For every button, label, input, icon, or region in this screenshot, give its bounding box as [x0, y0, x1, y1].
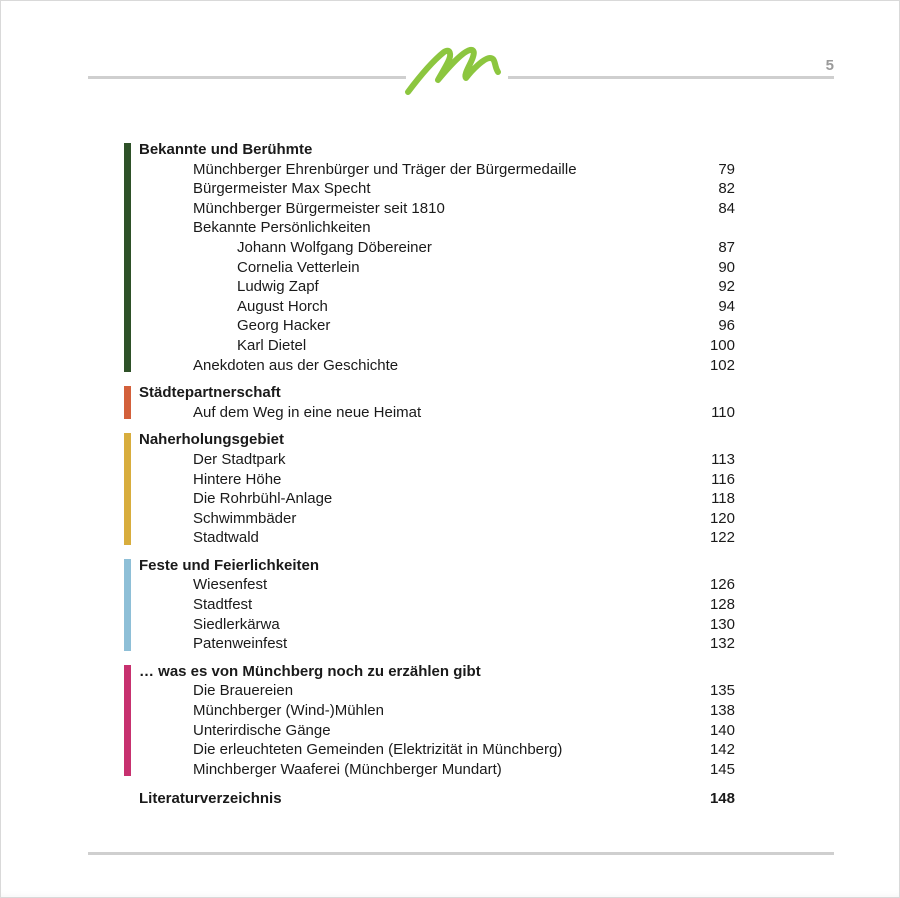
toc-entry[interactable] [139, 721, 744, 741]
section-color-bar [124, 665, 131, 777]
toc-entry[interactable] [139, 634, 744, 654]
toc-entry[interactable] [139, 336, 744, 356]
toc-entry[interactable] [139, 238, 744, 258]
entry-page: 100 [709, 336, 735, 354]
toc-entry[interactable] [139, 179, 744, 199]
entry-page: 130 [709, 615, 735, 633]
section-title: Feste und Feierlichkeiten [139, 556, 320, 574]
entry-page: 79 [718, 160, 735, 178]
entry-page: 122 [709, 529, 735, 547]
toc-entry[interactable] [139, 701, 744, 721]
toc-entry[interactable] [139, 760, 744, 780]
toc-entry[interactable] [139, 575, 744, 595]
toc-section [124, 383, 744, 422]
toc-entry[interactable] [139, 740, 744, 760]
entry-page: 90 [718, 258, 735, 276]
section-title: Naherholungsgebiet [139, 431, 285, 449]
entry-label: Cornelia Vetterlein [237, 258, 360, 276]
entry-label: Münchberger (Wind-)Mühlen [193, 702, 384, 720]
entry-page: 92 [718, 278, 735, 296]
toc-entry[interactable] [139, 681, 744, 701]
entry-page: 102 [709, 356, 735, 374]
page-number: 5 [825, 57, 834, 74]
toc-entry[interactable] [139, 450, 744, 470]
entry-page: 118 [711, 490, 735, 508]
section-title: Städtepartnerschaft [139, 384, 281, 402]
toc-entry[interactable] [139, 509, 744, 529]
entry-label: Anekdoten aus der Geschichte [193, 356, 399, 374]
entry-page: 135 [709, 682, 735, 700]
toc-entry[interactable] [139, 615, 744, 635]
entry-page: 110 [711, 403, 735, 421]
entry-page: 132 [709, 635, 735, 653]
entry-page: 140 [709, 721, 735, 739]
toc-entry[interactable] [139, 528, 744, 548]
entry-page: 116 [711, 470, 735, 488]
entry-label: Der Stadtpark [193, 450, 286, 468]
section-color-bar [124, 386, 131, 419]
entry-page: 113 [711, 450, 735, 468]
toc-literature[interactable] [124, 789, 744, 809]
entry-label: Die Rohrbühl-Anlage [193, 490, 333, 508]
entry-label: Hintere Höhe [193, 470, 282, 488]
entry-page: 138 [709, 702, 735, 720]
entry-page: 96 [718, 317, 735, 335]
toc-entry[interactable] [139, 199, 744, 219]
entry-label: August Horch [237, 297, 328, 315]
toc-entry[interactable] [139, 160, 744, 180]
green-m-logo-icon [400, 40, 510, 102]
section-color-bar [124, 143, 131, 372]
entry-label: Ludwig Zapf [237, 278, 319, 296]
entry-label: Johann Wolfgang Döbereiner [237, 238, 432, 256]
entry-label: Georg Hacker [237, 317, 331, 335]
entry-page: 126 [709, 576, 735, 594]
entry-label: Stadtwald [193, 529, 259, 547]
entry-label: Patenweinfest [193, 635, 288, 653]
toc-entry[interactable] [139, 470, 744, 490]
section-title: Bekannte und Berühmte [139, 141, 313, 158]
toc-section [124, 140, 744, 375]
entry-page: 82 [718, 180, 735, 198]
toc-section [124, 430, 744, 548]
toc-entry[interactable] [139, 258, 744, 278]
toc-entry[interactable] [139, 356, 744, 376]
section-color-bar [124, 559, 131, 651]
entry-page: 128 [709, 596, 735, 614]
header-rule-left [88, 76, 406, 79]
entry-page: 94 [718, 297, 735, 315]
toc-entry [139, 218, 744, 238]
entry-page: 84 [718, 199, 735, 217]
entry-label: Siedlerkärwa [193, 615, 280, 633]
entry-label: Münchberger Bürgermeister seit 1810 [193, 199, 445, 217]
toc-entry[interactable] [139, 595, 744, 615]
entry-label: Münchberger Ehrenbürger und Träger der Bürgermedaille [193, 160, 577, 178]
entry-page: 120 [709, 509, 735, 527]
entry-label: Die erleuchteten Gemeinden (Elektrizität in Münchberg) [193, 741, 563, 759]
entry-page: 145 [709, 760, 735, 778]
entry-label: Die Brauereien [193, 682, 294, 700]
toc-entry[interactable] [139, 316, 744, 336]
header-rule-right [508, 76, 834, 79]
entry-page: 142 [709, 741, 735, 759]
entry-label: Stadtfest [193, 596, 253, 614]
toc-entry[interactable] [139, 489, 744, 509]
literature-page: 148 [709, 790, 735, 808]
entry-label: Auf dem Weg in eine neue Heimat [193, 403, 422, 421]
entry-label: Bürgermeister Max Specht [193, 180, 371, 198]
table-of-contents [124, 140, 744, 809]
toc-entry[interactable] [139, 297, 744, 317]
entry-label: Karl Dietel [237, 336, 307, 354]
entry-label: Unterirdische Gänge [193, 721, 331, 739]
entry-label: Wiesenfest [193, 576, 268, 594]
toc-entry[interactable] [139, 277, 744, 297]
entry-label: Bekannte Persönlichkeiten [193, 219, 371, 237]
literature-title: Literaturverzeichnis [139, 790, 282, 808]
entry-page: 87 [718, 238, 735, 256]
section-color-bar [124, 433, 131, 545]
entry-label: Schwimmbäder [193, 509, 297, 527]
toc-entry[interactable] [139, 403, 744, 423]
toc-section [124, 662, 744, 780]
toc-section [124, 556, 744, 654]
entry-label: Minchberger Waaferei (Münchberger Mundart) [193, 760, 502, 778]
footer-rule [88, 852, 834, 855]
section-title: … was es von Münchberg noch zu erzählen gibt [139, 662, 481, 680]
